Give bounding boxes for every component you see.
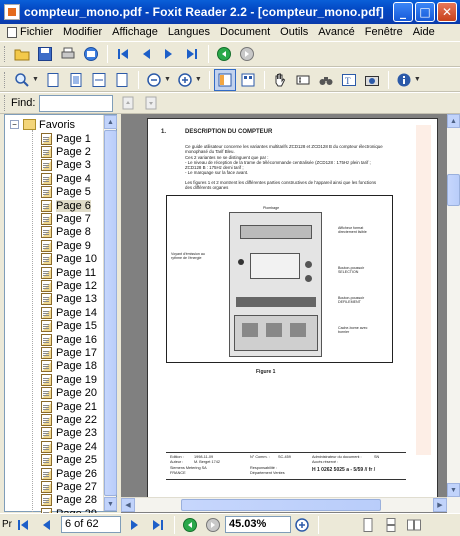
previous-page-icon[interactable] xyxy=(135,43,157,65)
body-line: Les figures 1 et 2 montrent les différentes parties constructives de l'appareil ainsi que les fonctions xyxy=(185,180,377,185)
folder-icon xyxy=(23,119,36,130)
footer-resp-label: Responsabilité : xyxy=(250,466,278,470)
bookmark-label: Page 3 xyxy=(56,159,91,172)
single-page-view-icon[interactable] xyxy=(357,514,379,536)
bookmark-label: Page 17 xyxy=(56,346,97,359)
bookmark-item[interactable] xyxy=(41,320,97,333)
svg-text:T: T xyxy=(344,75,351,86)
document-vertical-scrollbar[interactable] xyxy=(447,114,460,514)
close-button[interactable]: ✕ xyxy=(437,2,457,22)
document-footer xyxy=(166,452,406,480)
bookmark-label: Page 2 xyxy=(56,145,91,158)
go-forward-icon[interactable] xyxy=(202,514,224,536)
body-line: Ce guide utilisateur concerne les variantes multitarifs ZCD128 et ZCD128 B du compteur électronique xyxy=(185,144,383,149)
snapshot-camera-icon[interactable] xyxy=(361,69,383,91)
callout-selection: Bouton-poussoir SELECTION xyxy=(338,266,365,274)
scroll-up-icon[interactable]: ▲ xyxy=(104,115,117,129)
window-controls xyxy=(393,2,457,22)
bookmark-label: Page 19 xyxy=(56,373,97,386)
page-icon xyxy=(41,173,52,185)
last-page-icon[interactable] xyxy=(181,43,203,65)
bookmark-label: Page 18 xyxy=(56,360,97,373)
footer-company: Siemens Metering SA xyxy=(170,466,207,470)
continuous-view-icon[interactable] xyxy=(380,514,402,536)
bookmark-label: Page 22 xyxy=(56,413,97,426)
chevron-down-icon[interactable]: ▼ xyxy=(194,76,202,83)
page-icon xyxy=(41,307,52,319)
scroll-left-icon[interactable]: ◀ xyxy=(121,498,135,512)
bookmark-label: Page 8 xyxy=(56,226,91,239)
page-icon xyxy=(41,200,52,212)
menu-bar xyxy=(0,24,460,41)
select-text-icon[interactable] xyxy=(292,69,314,91)
chevron-down-icon[interactable]: ▼ xyxy=(32,76,39,83)
collapse-icon[interactable]: − xyxy=(10,120,19,129)
bookmark-item[interactable] xyxy=(41,427,97,440)
page-icon xyxy=(41,240,52,252)
menu-affichage[interactable]: Affichage xyxy=(112,26,158,38)
page-icon xyxy=(41,414,52,426)
fit-page-icon[interactable] xyxy=(65,69,87,91)
bookmark-item[interactable] xyxy=(41,494,97,507)
body-line: - Le marquage sur la face avant. xyxy=(185,170,249,175)
bookmark-item[interactable] xyxy=(41,212,91,225)
bookmark-label: Page 9 xyxy=(56,239,91,252)
toolbar-separator xyxy=(208,45,209,63)
toolbar-separator xyxy=(318,516,319,534)
page-icon xyxy=(41,293,52,305)
bookmark-item[interactable] xyxy=(41,346,97,359)
bookmark-label: Page 16 xyxy=(56,333,97,346)
bookmark-item[interactable] xyxy=(41,172,91,185)
toolbar-separator xyxy=(138,71,139,89)
bookmark-item[interactable] xyxy=(41,387,97,400)
page-icon xyxy=(41,347,52,359)
bookmark-label: Page 25 xyxy=(56,454,97,467)
document-icon xyxy=(7,27,17,38)
hand-tool-icon[interactable] xyxy=(269,69,291,91)
body-line: des différents organes xyxy=(185,185,229,190)
go-back-icon[interactable] xyxy=(213,43,235,65)
zoom-in-icon[interactable] xyxy=(291,514,313,536)
figure-caption: Figure 1 xyxy=(256,369,276,375)
bookmark-item[interactable] xyxy=(41,132,91,145)
page-icon xyxy=(41,253,52,265)
scroll-right-icon[interactable]: ▶ xyxy=(433,498,447,512)
bookmark-item[interactable] xyxy=(41,239,91,252)
document-view[interactable] xyxy=(121,114,460,514)
next-page-icon[interactable] xyxy=(158,43,180,65)
toolbar-grip[interactable] xyxy=(4,95,7,111)
page-icon xyxy=(41,159,52,171)
menu-avance[interactable]: Avancé xyxy=(318,26,355,38)
find-input[interactable] xyxy=(39,95,113,112)
bookmark-label: Page 14 xyxy=(56,306,97,319)
scroll-down-icon[interactable]: ▼ xyxy=(447,483,460,497)
page-icon xyxy=(41,146,52,158)
minimize-button[interactable]: _ xyxy=(393,2,413,22)
bookmark-item[interactable] xyxy=(41,186,91,199)
go-back-icon[interactable] xyxy=(179,514,201,536)
menu-modifier[interactable]: Modifier xyxy=(63,26,103,38)
single-page-icon[interactable] xyxy=(42,69,64,91)
page-icon xyxy=(41,133,52,145)
bookmark-label: Page 13 xyxy=(56,293,97,306)
footer-edition-value: 1998-11-09 xyxy=(194,455,214,459)
bookmark-item[interactable] xyxy=(41,226,91,239)
page-icon xyxy=(41,468,52,480)
bookmarks-scrollbar[interactable] xyxy=(103,115,116,511)
page-icon xyxy=(41,441,52,453)
bookmark-label: Page 11 xyxy=(56,266,97,279)
page-number-field[interactable]: 6 of 62 xyxy=(61,516,121,533)
page-icon xyxy=(41,374,52,386)
toolbar-separator xyxy=(264,71,265,89)
menu-fenetre[interactable]: Fenêtre xyxy=(364,26,403,38)
chevron-down-icon[interactable]: ▼ xyxy=(413,76,421,83)
bookmark-item[interactable] xyxy=(41,253,97,266)
scroll-down-icon[interactable]: ▼ xyxy=(104,497,117,511)
bookmark-label: Page 15 xyxy=(56,320,97,333)
page-icon xyxy=(41,401,52,413)
bookmark-label: Page 6 xyxy=(56,199,91,212)
footer-comm-value: SC-459 xyxy=(278,455,291,459)
body-line: monophasé du Tarif Bleu. xyxy=(185,149,235,154)
bookmark-item[interactable] xyxy=(41,480,97,493)
bookmark-item[interactable] xyxy=(41,360,97,373)
open-folder-icon[interactable] xyxy=(11,43,33,65)
zoom-field[interactable]: 45.03% xyxy=(225,516,291,533)
last-page-icon[interactable] xyxy=(147,514,169,536)
page-icon xyxy=(41,481,52,493)
page-icon xyxy=(41,454,52,466)
body-line: - Le niveau de réception de la trame de télécommande centralisée (ZCD128 : 175Hz plein tarif ; xyxy=(185,160,371,165)
bookmark-item[interactable] xyxy=(41,266,96,279)
view-toolbar xyxy=(0,67,460,92)
toolbar-grip[interactable] xyxy=(4,46,7,62)
bookmark-label: Page 5 xyxy=(56,186,91,199)
bookmark-item[interactable] xyxy=(41,333,97,346)
callout-afficheur: Afficheur format directement lisible xyxy=(338,226,367,234)
bookmark-item[interactable] xyxy=(41,159,91,172)
find-toolbar xyxy=(0,92,460,114)
bookmark-label: Page 1 xyxy=(56,132,91,145)
page-icon xyxy=(41,226,52,238)
bookmark-label: Page 21 xyxy=(56,400,97,413)
bookmark-item[interactable] xyxy=(41,145,91,158)
find-next-icon[interactable] xyxy=(140,92,162,114)
email-icon[interactable] xyxy=(80,43,102,65)
page-icon xyxy=(41,494,52,506)
info-icon[interactable] xyxy=(393,69,415,91)
bookmark-label: Page 24 xyxy=(56,440,97,453)
bookmark-label: Page 20 xyxy=(56,387,97,400)
footer-edition-label: Edition : xyxy=(170,455,184,459)
facing-view-icon[interactable] xyxy=(403,514,425,536)
section-number: 1. xyxy=(161,129,167,135)
zoom-out-icon[interactable] xyxy=(143,69,165,91)
bookmark-label: Page 7 xyxy=(56,212,91,225)
page-margin-band xyxy=(416,125,431,455)
chevron-down-icon[interactable]: ▼ xyxy=(163,76,171,83)
bookmark-label: Page 27 xyxy=(56,480,97,493)
footer-auteur-label: Auteur : xyxy=(170,460,184,464)
status-bar xyxy=(0,513,460,535)
find-binoculars-icon[interactable] xyxy=(315,69,337,91)
bookmark-label: Page 10 xyxy=(56,253,97,266)
footer-resp-value: Département Ventes xyxy=(250,471,285,475)
footer-company-2: FRANCE xyxy=(170,471,186,475)
page-icon xyxy=(41,360,52,372)
scroll-thumb[interactable] xyxy=(181,499,381,511)
callout-cache: Cache-borne avec bornier xyxy=(338,326,368,334)
bookmark-item[interactable] xyxy=(41,279,97,292)
first-page-icon[interactable] xyxy=(112,43,134,65)
menu-fichier[interactable]: Fichier xyxy=(2,24,58,41)
maximize-button[interactable]: □ xyxy=(415,2,435,22)
footer-acces-label: Accès réservé : xyxy=(312,460,339,464)
toolbar-grip[interactable] xyxy=(4,72,7,88)
callout-defilement: Bouton-poussoir DEFILEMENT xyxy=(338,296,365,304)
window-title: compteur_mono.pdf - Foxit Reader 2.2 - [compteur_mono.pdf] xyxy=(24,5,384,19)
footer-doc-number: H 1 0262 5025 a - 5/59 // fr / xyxy=(312,467,376,473)
page-icon xyxy=(41,334,52,346)
meter-device-image xyxy=(229,212,322,357)
next-page-icon[interactable] xyxy=(124,514,146,536)
bookmark-root[interactable]: − Favoris xyxy=(10,118,75,131)
scroll-thumb[interactable] xyxy=(104,130,117,496)
menu-langues[interactable]: Langues xyxy=(167,26,211,38)
bookmarks-tree xyxy=(5,115,105,511)
menu-document[interactable]: Document xyxy=(220,26,271,38)
bookmark-label: Page 4 xyxy=(56,172,91,185)
zoom-in-icon[interactable] xyxy=(174,69,196,91)
menu-outils[interactable]: Outils xyxy=(280,26,309,38)
thumbnails-icon[interactable] xyxy=(237,69,259,91)
toolbar-separator xyxy=(209,71,210,89)
bookmark-label: Page 28 xyxy=(56,494,97,507)
figure-frame xyxy=(166,195,393,363)
page-icon xyxy=(41,320,52,332)
bookmark-item[interactable] xyxy=(41,373,97,386)
zoom-tool-icon[interactable] xyxy=(11,69,33,91)
document-horizontal-scrollbar[interactable] xyxy=(121,497,447,512)
page-icon xyxy=(41,267,52,279)
page-icon xyxy=(41,186,52,198)
bookmark-label: Page 12 xyxy=(56,279,97,292)
app-icon[interactable] xyxy=(4,4,20,20)
save-icon[interactable] xyxy=(34,43,56,65)
menu-aide[interactable]: Aide xyxy=(412,26,435,38)
body-line: ZCD128 B : 175Hz demi tarif ; xyxy=(185,165,244,170)
footer-comm-label: N° Comm. : xyxy=(250,455,270,459)
toolbar-separator xyxy=(107,45,108,63)
bookmark-item[interactable] xyxy=(41,467,97,480)
find-label: Find: xyxy=(11,97,36,109)
find-previous-icon[interactable] xyxy=(117,92,139,114)
bookmark-item[interactable] xyxy=(41,199,91,212)
bookmark-item[interactable] xyxy=(41,413,97,426)
scroll-up-icon[interactable]: ▲ xyxy=(447,114,460,128)
bookmark-item[interactable] xyxy=(41,293,97,306)
footer-admin-label: Administrateur du document : xyxy=(312,455,362,459)
go-forward-icon[interactable] xyxy=(236,43,258,65)
bookmark-item[interactable] xyxy=(41,400,97,413)
section-heading: DESCRIPTION DU COMPTEUR xyxy=(185,129,273,135)
footer-admin-value: SN xyxy=(374,455,380,459)
page-icon xyxy=(41,280,52,292)
tree-line xyxy=(32,130,33,520)
print-icon[interactable] xyxy=(57,43,79,65)
page-icon xyxy=(41,213,52,225)
main-toolbar xyxy=(0,41,460,67)
bookmark-label: Page 26 xyxy=(56,467,97,480)
callout-plombage: Plombage xyxy=(263,206,280,210)
callout-voyant: Voyant d'émission au rythme de l'énergie xyxy=(171,252,205,260)
fit-width-icon[interactable] xyxy=(88,69,110,91)
bookmarks-panel-icon[interactable] xyxy=(214,69,236,91)
page-icon xyxy=(41,387,52,399)
first-page-icon[interactable] xyxy=(12,514,34,536)
body-line: Ces 2 variantes ne se distinguent que par : xyxy=(185,155,269,160)
footer-auteur-value: M. Berget 1742 xyxy=(194,460,220,464)
scroll-thumb[interactable] xyxy=(447,174,460,206)
bookmark-item[interactable] xyxy=(41,306,97,319)
bookmark-item[interactable] xyxy=(41,454,97,467)
title-bar xyxy=(0,0,460,24)
pdf-page[interactable] xyxy=(147,118,438,500)
previous-page-icon[interactable] xyxy=(35,514,57,536)
toolbar-separator xyxy=(174,516,175,534)
toolbar-separator xyxy=(388,71,389,89)
typewriter-icon[interactable] xyxy=(338,69,360,91)
ready-status: Pr xyxy=(2,519,12,530)
bookmark-label: Page 23 xyxy=(56,427,97,440)
actual-size-icon[interactable] xyxy=(111,69,133,91)
bookmarks-panel xyxy=(4,114,117,512)
bookmark-item[interactable] xyxy=(41,440,97,453)
page-icon xyxy=(41,427,52,439)
